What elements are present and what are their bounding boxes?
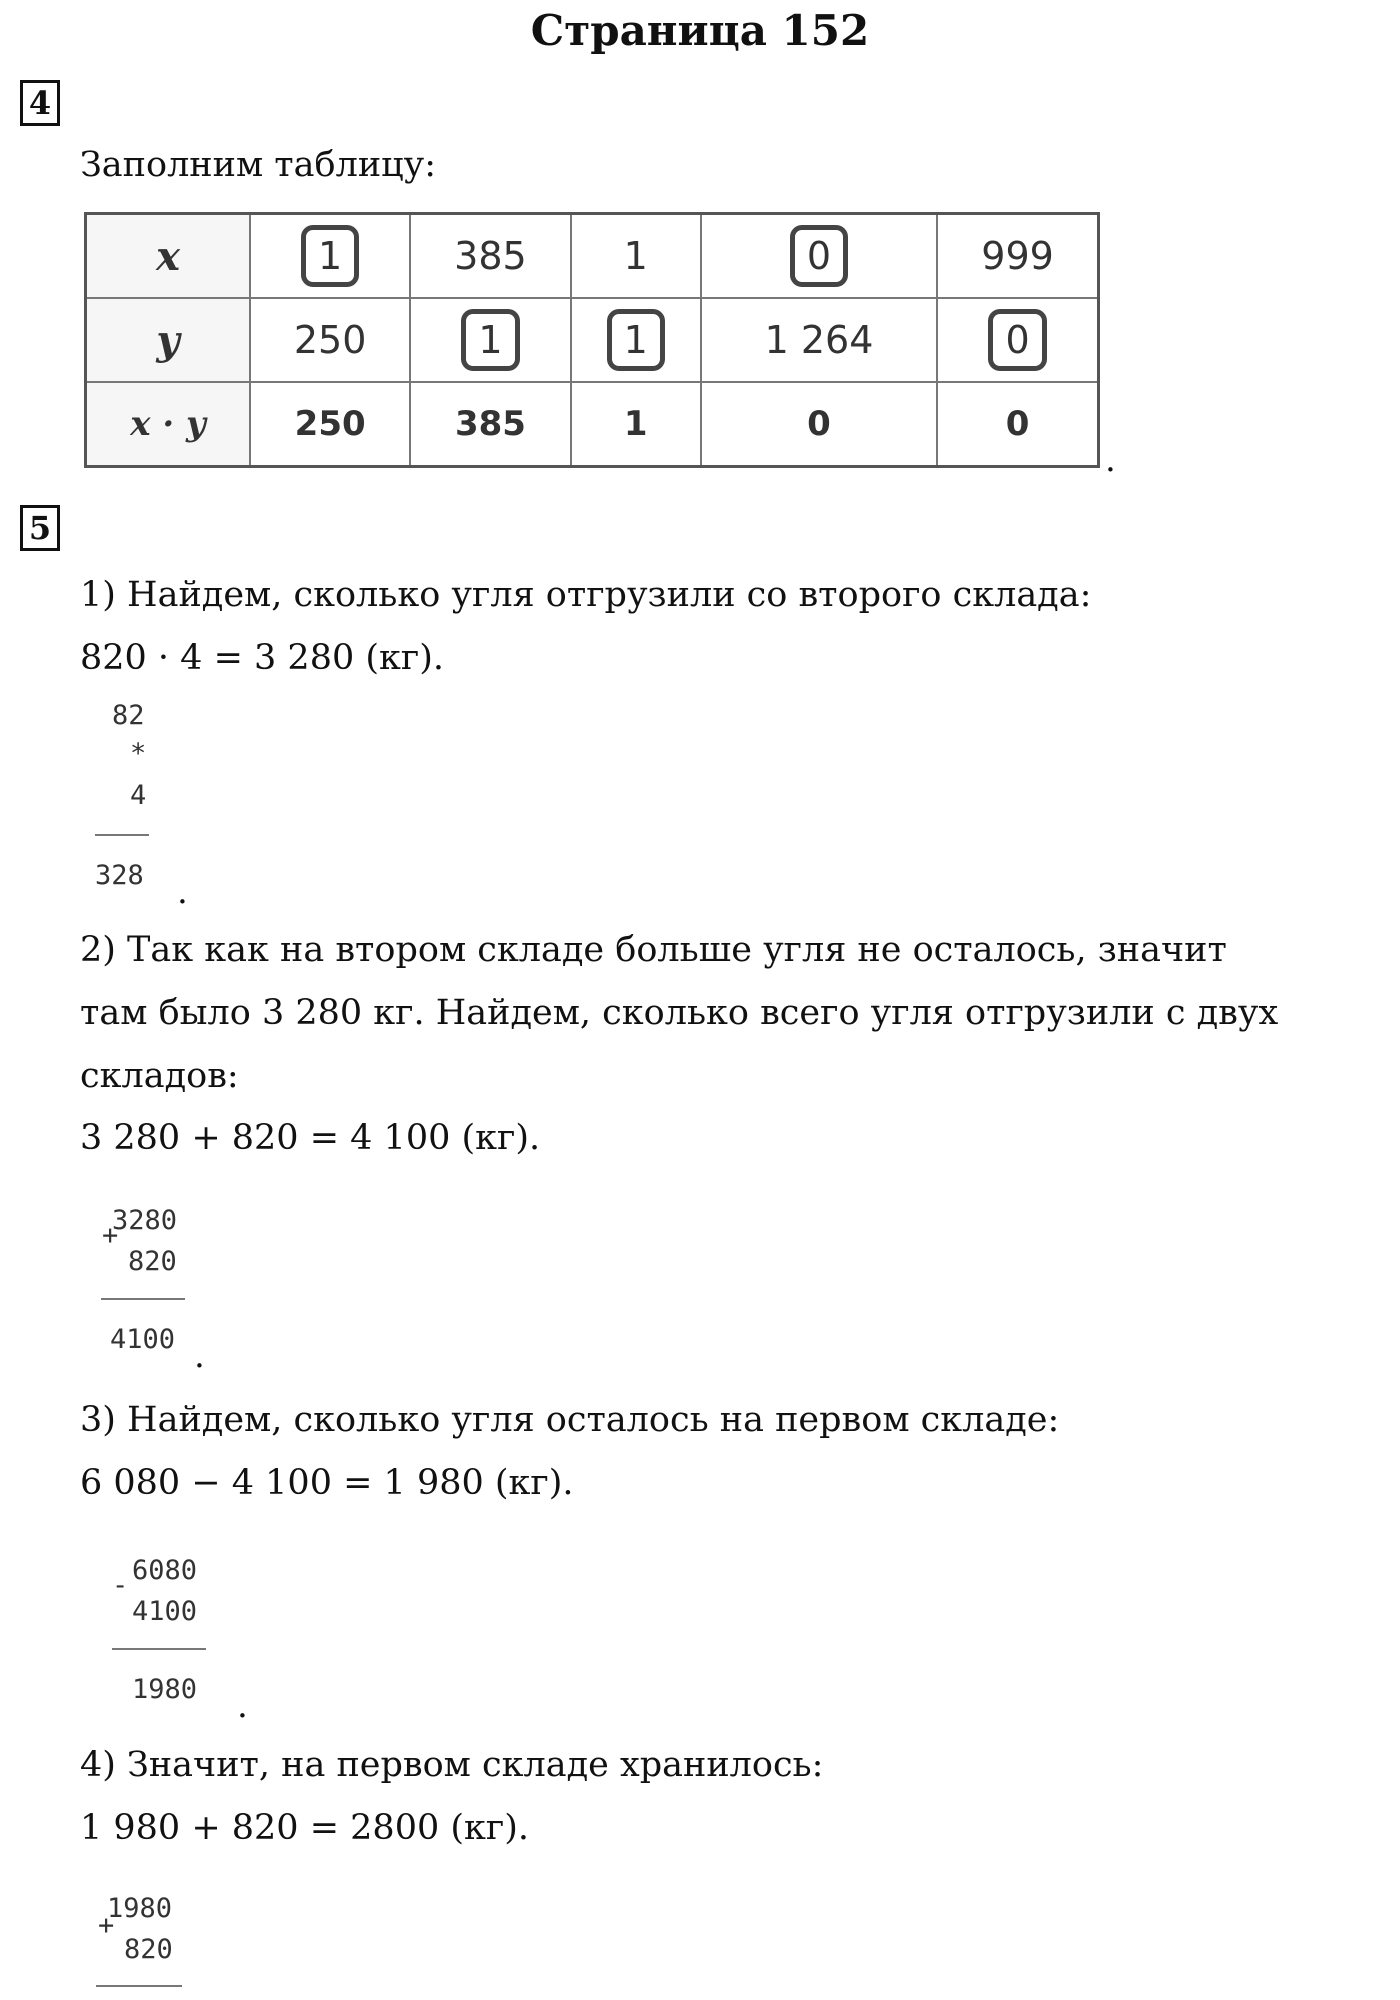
step-4-equation: 1 980 + 820 = 2800 (кг). [80,1808,530,1848]
step-3-column-sign: - [112,1570,129,1601]
table-cell [250,214,410,299]
cell-value: 385 [454,404,526,444]
step-3-column-dot: . [237,1686,248,1726]
table-cell [937,214,1098,299]
step-3-text: 3) Найдем, сколько угля осталось на первом складе: [80,1400,1060,1440]
table-row-x [86,214,1099,299]
step-3-column-result: 1980 [132,1674,198,1705]
table-trailing-dot: . [1105,440,1116,480]
step-4-column-bottom: 820 [124,1934,173,1965]
row-header-product: x · y [86,382,251,467]
table-cell [701,214,937,299]
step-2-column-bottom: 820 [128,1246,177,1277]
step-4-column-sign: + [98,1910,115,1941]
cell-value: 250 [294,404,366,444]
cell-value: 0 [807,404,831,444]
task-4-intro: Заполним таблицу: [80,145,437,185]
table-cell [410,382,570,467]
row-header-x: x [86,214,251,299]
table-row-y [86,298,1099,382]
table-row-product [86,382,1099,467]
table-cell [937,382,1098,467]
table-cell [410,214,570,299]
step-4-column-top: 1980 [107,1893,173,1924]
boxed-answer: 1 [301,225,359,287]
values-table [84,212,1100,468]
table-cell [937,298,1098,382]
step-3-column-bottom: 4100 [132,1596,198,1627]
step-1-text: 1) Найдем, сколько угля отгрузили со второго склада: [80,575,1092,615]
boxed-answer: 0 [988,309,1046,371]
table-cell [571,382,701,467]
step-1-column-rule [95,834,149,836]
step-2-column-top: 3280 [112,1205,178,1236]
step-2-equation: 3 280 + 820 = 4 100 (кг). [80,1118,541,1158]
table-cell [571,298,701,382]
step-2-line-1: 2) Так как на втором складе больше угля не осталось, значит [80,930,1227,970]
step-2-column-sign: + [102,1220,119,1251]
cell-value: 1 [623,404,648,444]
table-cell [571,214,701,299]
cell-value: 0 [1005,404,1030,444]
step-2-line-3: складов: [80,1056,239,1096]
step-1-column-top: 82 [112,700,145,731]
table-cell [410,298,570,382]
page-title: Страница 152 [530,6,870,55]
step-3-equation: 6 080 − 4 100 = 1 980 (кг). [80,1463,574,1503]
cell-value: 1 [623,234,648,278]
cell-value: 250 [293,318,367,362]
step-1-column-bottom: 4 [130,780,147,811]
step-3-column-rule [112,1648,206,1650]
step-4-text: 4) Значит, на первом складе хранилось: [80,1745,824,1785]
step-4-column-rule [96,1985,182,1987]
step-1-column-result: 328 [95,860,144,891]
step-1-column-dot: . [177,872,188,912]
task-5-number: 5 [20,505,60,551]
step-2-line-2: там было 3 280 кг. Найдем, сколько всего угля отгрузили с двух [80,993,1279,1033]
cell-value: 999 [981,234,1054,278]
step-2-column-dot: . [194,1336,205,1376]
table-cell [250,298,410,382]
table-cell [701,382,937,467]
boxed-answer: 1 [461,309,519,371]
table-cell [250,382,410,467]
boxed-answer: 0 [790,225,848,287]
cell-value: 385 [454,234,527,278]
step-2-column-rule [101,1298,185,1300]
row-header-y: y [86,298,251,382]
step-2-column-result: 4100 [110,1324,176,1355]
cell-value: 1 264 [764,318,874,362]
step-1-column-sign: * [130,738,147,769]
task-4-number: 4 [20,80,60,126]
table-cell [701,298,937,382]
step-3-column-top: 6080 [132,1555,198,1586]
step-1-equation: 820 · 4 = 3 280 (кг). [80,638,444,678]
boxed-answer: 1 [607,309,665,371]
